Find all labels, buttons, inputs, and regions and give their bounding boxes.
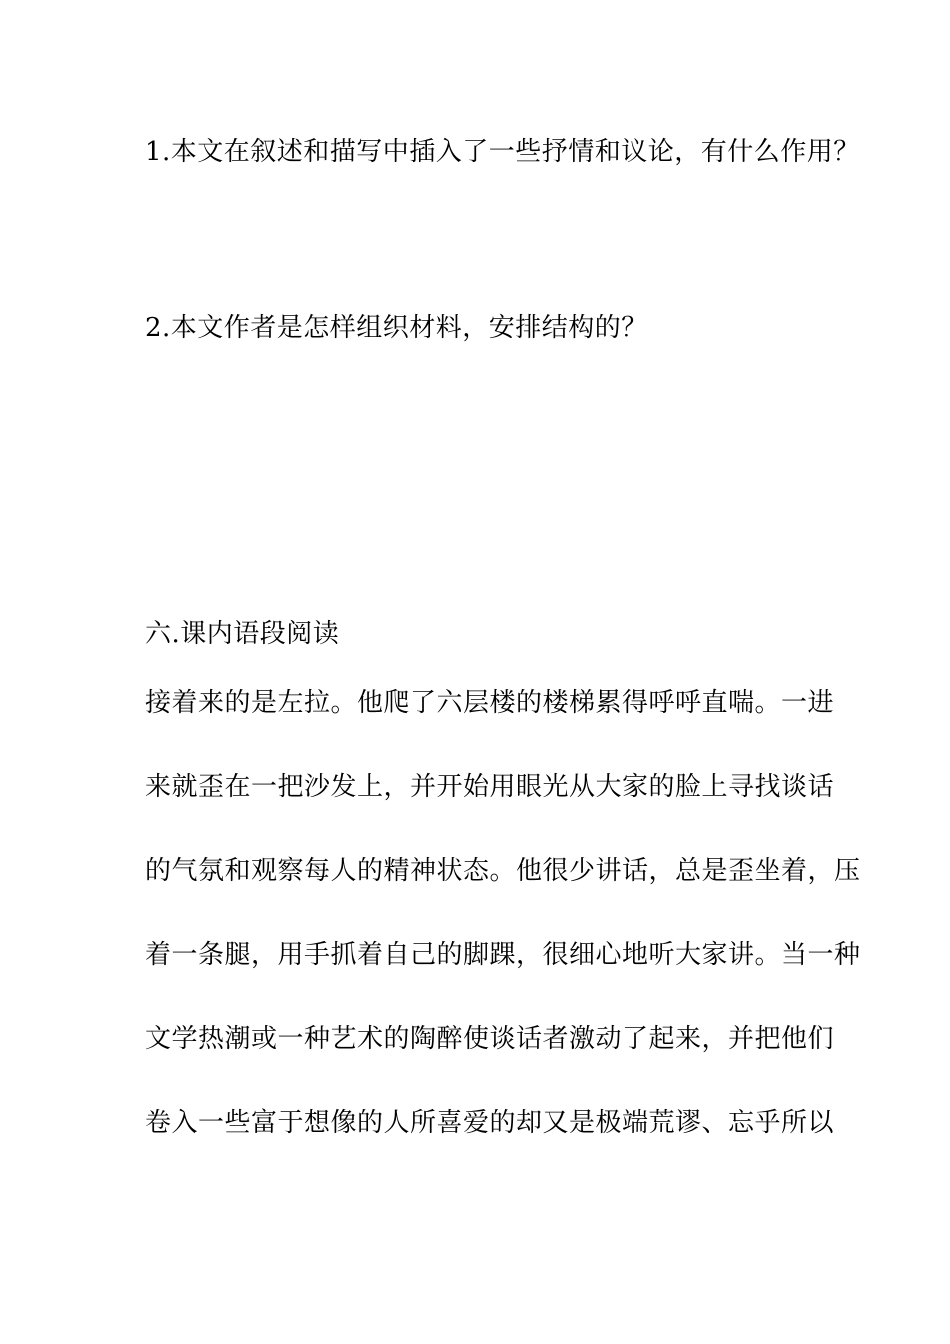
passage-line: 的气氛和观察每人的精神状态。他很少讲话，总是歪坐着，压 [145,856,861,886]
question-2: 2.本文作者是怎样组织材料，安排结构的？ [145,313,648,343]
passage-line: 卷入一些富于想像的人所喜爱的却又是极端荒谬、忘乎所以 [145,1108,835,1138]
passage-line: 接着来的是左拉。他爬了六层楼的楼梯累得呼呼直喘。一进 [145,688,835,718]
question-1: 1.本文在叙述和描写中插入了一些抒情和议论，有什么作用？ [145,137,860,167]
passage-line: 来就歪在一把沙发上，并开始用眼光从大家的脸上寻找谈话 [145,772,835,802]
passage-line: 文学热潮或一种艺术的陶醉使谈话者激动了起来，并把他们 [145,1024,835,1054]
section-heading: 六.课内语段阅读 [145,619,340,649]
passage-line: 着一条腿，用手抓着自己的脚踝，很细心地听大家讲。当一种 [145,940,861,970]
